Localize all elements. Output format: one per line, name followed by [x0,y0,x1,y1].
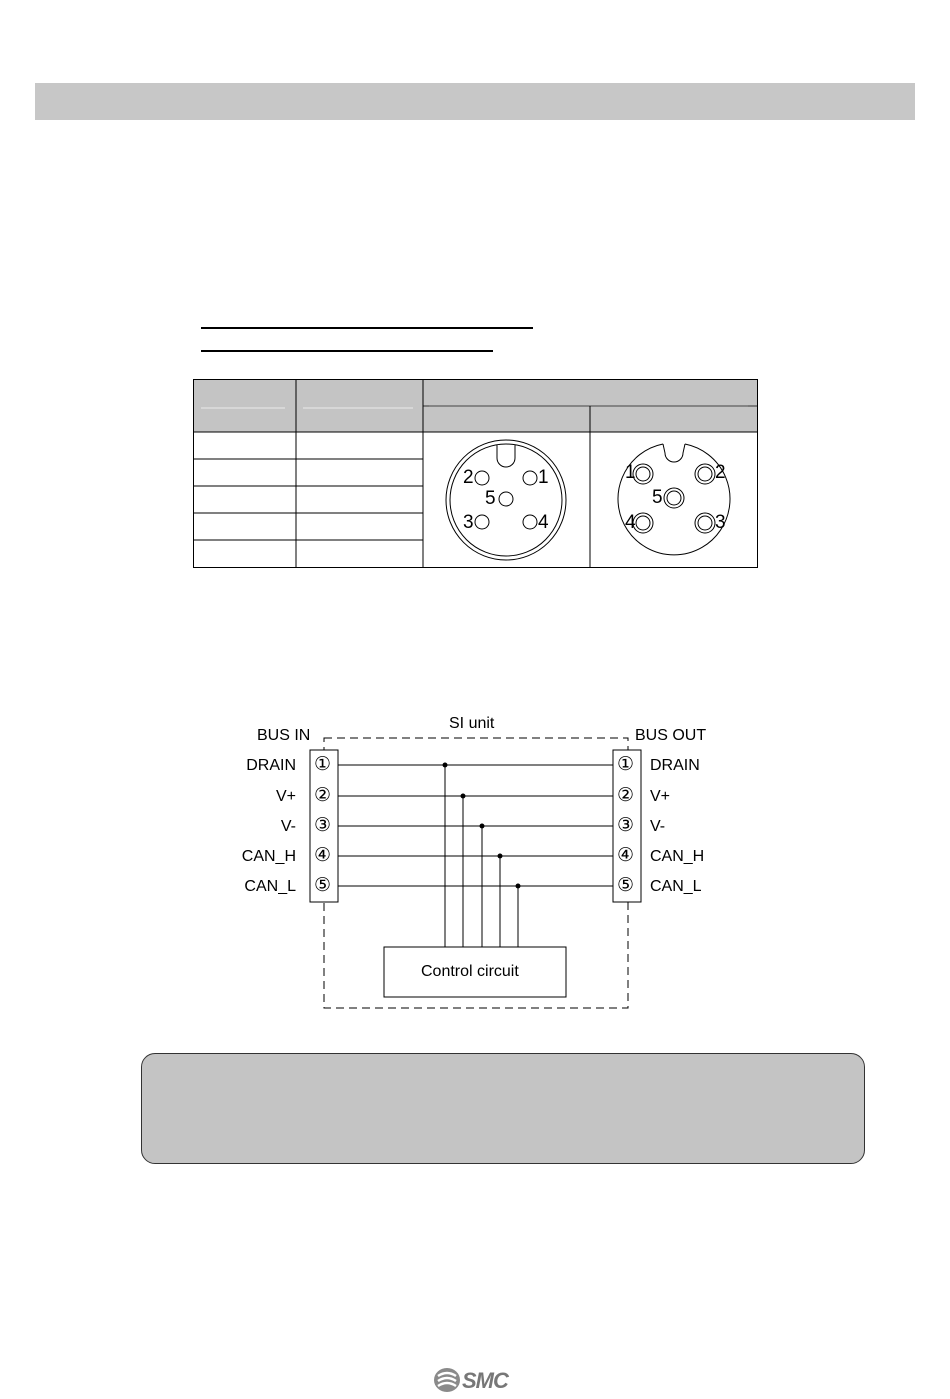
left-signal-vminus: V- [280,818,296,835]
female-pin-1: 1 [538,467,549,488]
left-signal-vplus: V+ [275,788,296,805]
brand-name: SMC [462,1368,508,1393]
note-box [141,1053,865,1164]
left-signal-can-h: CAN_H [241,848,296,865]
female-pin-4: 4 [538,512,549,533]
right-pin-4: ④ [617,845,635,866]
pin-table-grid [193,379,758,568]
male-pin-5: 5 [652,487,663,508]
right-pin-3: ③ [617,815,635,836]
underline-2 [201,350,493,352]
left-pin-5: ⑤ [314,875,332,896]
male-pin-1: 1 [625,462,636,483]
left-signal-can-l: CAN_L [244,878,296,895]
right-signal-vminus: V- [650,818,666,835]
right-pin-1: ① [617,754,635,775]
male-pin-2: 2 [715,462,726,483]
internal-wiring-diagram [230,710,730,1020]
left-signal-drain: DRAIN [246,757,296,774]
right-signal-can-l: CAN_L [650,878,702,895]
control-circuit-label: Control circuit [421,963,519,980]
underline-1 [201,327,533,329]
bus-in-label: BUS IN [257,727,311,744]
right-signal-can-h: CAN_H [650,848,705,865]
left-pin-2: ② [314,785,332,806]
left-pin-3: ③ [314,815,332,836]
section-header-band [35,83,915,120]
female-connector-diagram [446,440,566,560]
connector-pin-table [193,379,758,568]
left-pin-1: ① [314,754,332,775]
right-pin-5: ⑤ [617,875,635,896]
bus-out-label: BUS OUT [635,727,707,744]
si-unit-label: SI unit [449,715,495,732]
male-pin-4: 4 [625,512,636,533]
male-connector-diagram [618,444,730,555]
female-pin-3: 3 [463,512,474,533]
smc-logo-icon [432,1366,462,1394]
left-pin-4: ④ [314,845,332,866]
right-signal-vplus: V+ [650,788,671,805]
female-pin-5: 5 [485,488,496,509]
right-signal-drain: DRAIN [650,757,700,774]
smc-logo [432,1366,522,1394]
female-pin-2: 2 [463,467,474,488]
right-pin-2: ② [617,785,635,806]
male-pin-3: 3 [715,512,726,533]
